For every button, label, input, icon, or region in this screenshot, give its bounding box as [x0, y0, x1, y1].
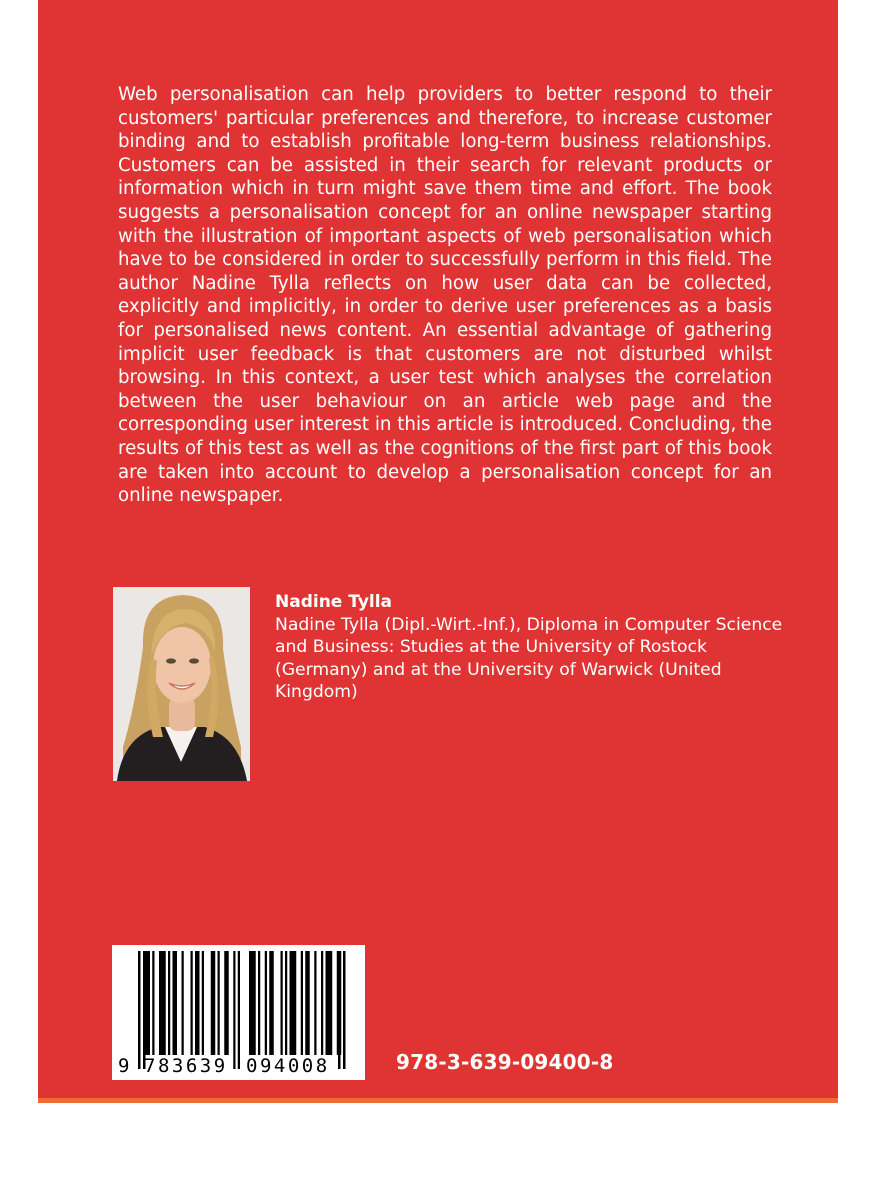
barcode-bar [290, 951, 297, 1055]
barcode-bar [258, 951, 260, 1055]
barcode-bar [211, 951, 216, 1055]
barcode-bar [138, 951, 141, 1069]
barcode-first-digit: 9 [118, 1055, 130, 1077]
barcode-bar [305, 951, 310, 1055]
isbn-number: 978-3-639-09400-8 [396, 1050, 614, 1074]
barcode-bar [233, 951, 235, 1069]
barcode-bar [152, 951, 154, 1055]
barcode-bar [281, 951, 283, 1055]
barcode-bar [343, 951, 346, 1069]
barcode-bar [314, 951, 316, 1055]
author-bio: Nadine Tylla (Dipl.-Wirt.-Inf.), Diploma in Computer Science and Business: Studies at the University of Rostock (Germany) and at the University of Warwick (United Kingdom) [275, 615, 783, 703]
cover-bottom-edge [38, 1098, 838, 1103]
barcode-bar [321, 951, 323, 1055]
barcode-bar [338, 951, 341, 1069]
barcode-bar [191, 951, 193, 1055]
barcode-bar [218, 951, 220, 1055]
author-name: Nadine Tylla [275, 592, 393, 612]
barcode-bar [269, 951, 274, 1055]
barcode-left-digits: 783639 [144, 1055, 228, 1077]
barcode-bar [265, 951, 267, 1055]
barcode-bar [159, 951, 166, 1055]
book-description: Web personalisation can help providers to better respond to their customers' particular preferences and therefore, to increase customer binding and to establish profitable long-term business relationships. Customers can be assisted in their search for relevant products or information which in turn might save them time and effort. The book suggests a personalisation concept for an online newspaper starting with the illustration of important aspects of web personalisation which have to be considered in order to successfully perform in this field. The author Nadine Tylla reflects on how user data can be collected, explicitly and implicitly, in order to derive user preferences as a basis for personalised news content. An essential advantage of gathering implicit user feedback is that customers are not disturbed whilst browsing. In this context, a user test which analyses the correlation between the user behaviour on an article web page and the corresponding user interest in this article is introduced. Concluding, the results of this test as well as the cognitions of the first part of this book are taken into account to develop a personalisation concept for an online newspaper. [118, 84, 772, 507]
barcode-bar [301, 951, 303, 1055]
barcode-bar [168, 951, 170, 1055]
barcode-bar [182, 951, 184, 1055]
barcode-bar [249, 951, 256, 1055]
barcode-bar [202, 951, 204, 1055]
barcode-bar [146, 951, 151, 1055]
barcode-bar [238, 951, 240, 1069]
barcode-bar [326, 951, 333, 1055]
author-photo [113, 587, 250, 781]
barcode-bar [285, 951, 287, 1055]
isbn-barcode [112, 945, 365, 1080]
barcode-bar [173, 951, 178, 1055]
barcode-bar [224, 951, 229, 1055]
barcode-bar [143, 951, 146, 1069]
barcode-right-digits: 094008 [246, 1055, 330, 1077]
barcode-bar [195, 951, 200, 1055]
